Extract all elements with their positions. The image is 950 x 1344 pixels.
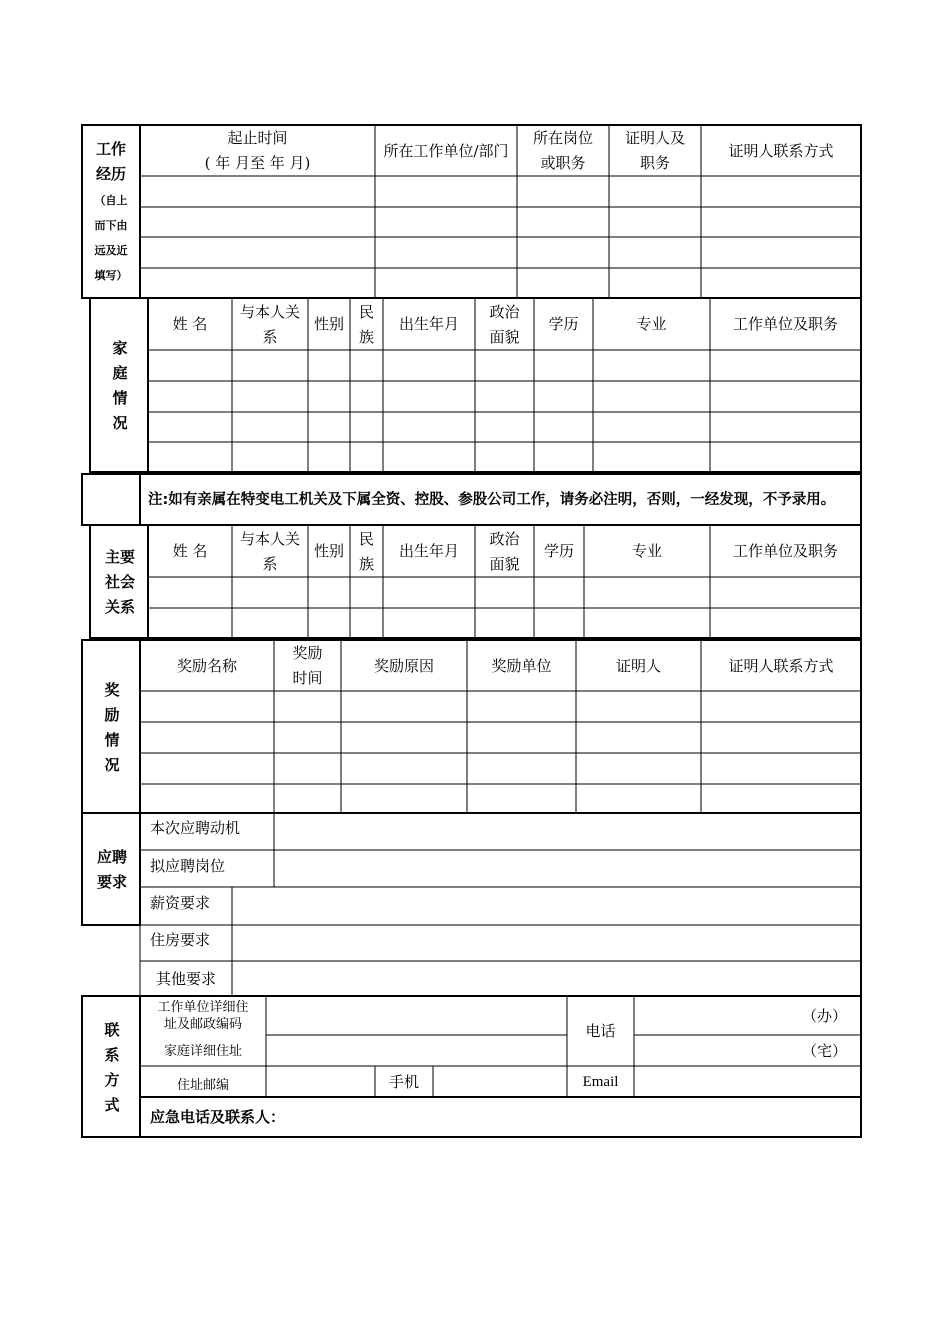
position-label: 拟应聘岗位 [150,856,226,875]
other-input[interactable] [233,962,860,996]
awards-header-issuer: 奖励单位 [491,656,552,675]
awards-header-name: 奖励名称 [176,656,237,675]
salary-input[interactable] [233,888,860,925]
family-section-title: 家庭情况 [112,339,128,432]
motive-label: 本次应聘动机 [150,818,241,837]
social-header-birth: 出生年月 [398,542,459,560]
family-relatives-note: 注:如有亲属在特变电工机关及下属全资、控股、参股公司工作，请务必注明，否则，一经发现，不予录用。 [148,492,836,508]
work-header-period: 起止时间 ( 年 月至 年 月) [204,129,311,172]
position-input[interactable] [275,851,860,887]
work-header-referee: 证明人及职务 [624,129,685,172]
social-header-ethnicity: 民族 [358,529,374,573]
mobile-label: 手机 [388,1072,419,1091]
social-section-title: 主要社会关系 [104,548,135,616]
mobile-input[interactable] [434,1067,567,1097]
application-section-title: 应聘要求 [96,848,127,891]
family-header-major: 专业 [636,315,667,333]
other-label: 其他要求 [155,969,216,988]
contact-section-title: 联系方式 [104,1020,120,1114]
family-header-relation: 与本人关系 [240,302,301,346]
work-section-note: （自上而下由远及近填写） [94,194,128,282]
social-header-education: 学历 [544,542,575,560]
family-header-name: 姓 名 [172,315,208,333]
social-header-major: 专业 [631,542,662,560]
social-header-relation: 与本人关系 [240,529,301,573]
email-input[interactable] [635,1067,861,1097]
home-address-input[interactable] [267,1036,567,1066]
work-address-label: 工作单位详细住址及邮政编码 [157,1000,249,1032]
family-header-gender: 性别 [314,315,345,333]
salary-label: 薪资要求 [150,893,211,912]
awards-header-date: 奖励时间 [292,644,323,687]
family-header-birth: 出生年月 [398,315,459,333]
zip-label: 住址邮编 [176,1077,229,1093]
work-header-company: 所在工作单位/部门 [383,141,509,160]
awards-header-referee-contact: 证明人联系方式 [728,656,834,675]
housing-label: 住房要求 [150,930,211,949]
zip-input[interactable] [267,1067,375,1097]
home-address-label: 家庭详细住址 [163,1043,242,1059]
social-header-gender: 性别 [314,542,345,560]
work-address-input[interactable] [267,997,567,1035]
home-phone-field[interactable]: （宅） [801,1041,847,1060]
work-header-referee-contact: 证明人联系方式 [728,141,834,160]
awards-header-referee: 证明人 [615,656,661,675]
emergency-contact-label: 应急电话及联系人： [150,1108,286,1126]
family-header-employer: 工作单位及职务 [732,315,838,333]
social-header-political: 政治面貌 [489,529,520,573]
family-header-political: 政治面貌 [489,302,520,346]
housing-input[interactable] [233,926,860,961]
phone-label: 电话 [585,1022,616,1040]
office-phone-field[interactable]: （办） [801,1006,847,1025]
email-label: Email [582,1073,619,1090]
work-header-position: 所在岗位或职务 [532,129,593,172]
family-header-education: 学历 [548,315,579,333]
family-header-ethnicity: 民族 [358,302,374,346]
motive-input[interactable] [275,814,860,850]
social-header-employer: 工作单位及职务 [732,542,838,560]
awards-header-reason: 奖励原因 [373,656,434,675]
social-header-name: 姓 名 [172,542,208,560]
awards-section-title: 奖励情况 [104,680,120,774]
work-section-title: 工作经历 [96,140,127,183]
